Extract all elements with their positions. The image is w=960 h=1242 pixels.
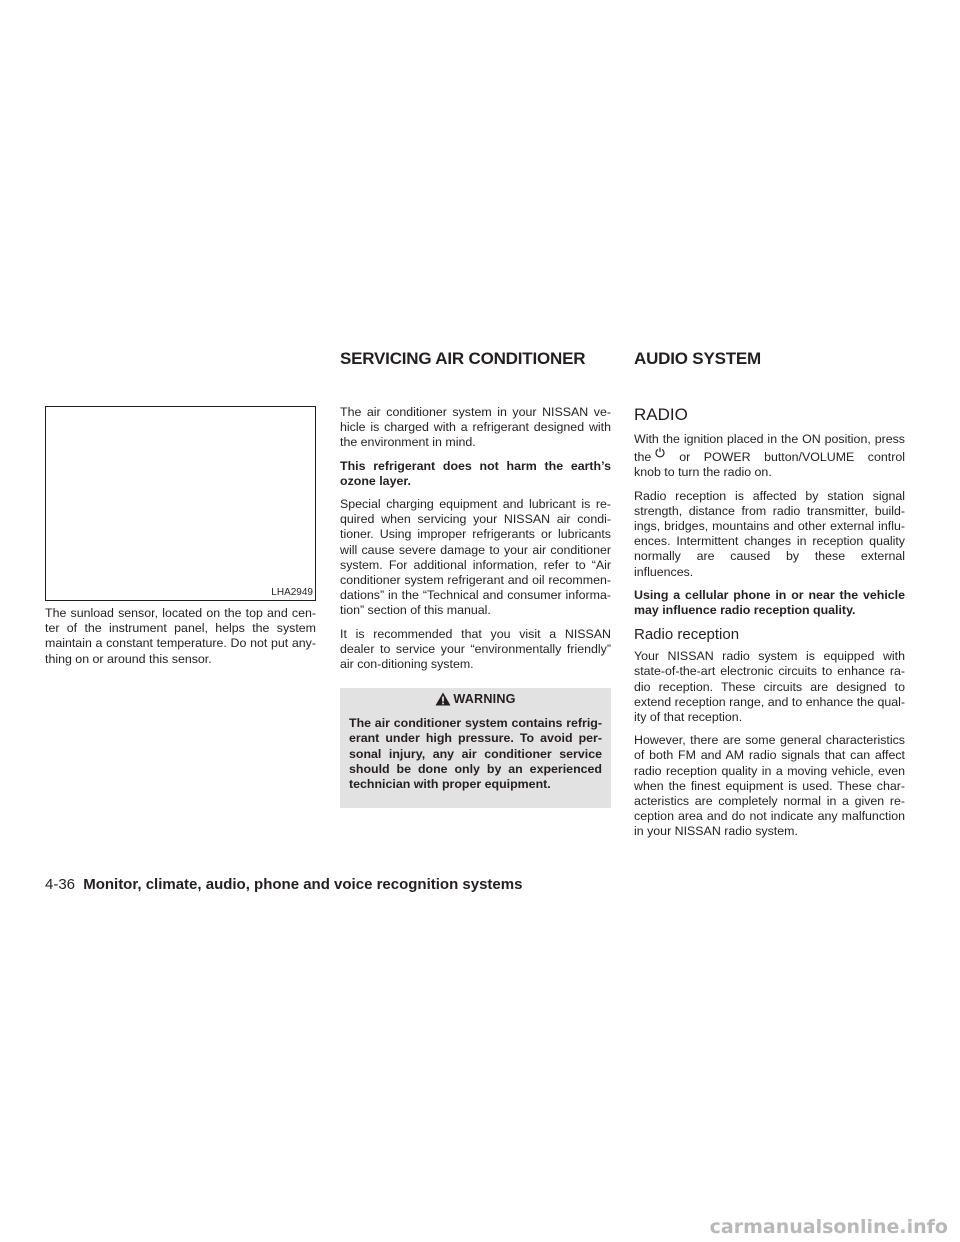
- radio-reception-title: Radio reception: [634, 626, 740, 644]
- characteristics-paragraph: However, there are some general characteristics of both FM and AM radio signals that can affect radio reception quality in a moving vehicle, even when the finest equipment is used. These char-acteristics are completely normal in a given re-ception area and do not indicate any malfunction in your NISSAN radio system.: [634, 733, 905, 839]
- warning-title: [349, 688, 602, 710]
- warning-box: [340, 688, 611, 808]
- left-column: [45, 606, 316, 675]
- radio-title: RADIO: [634, 405, 688, 424]
- right-column: [634, 405, 905, 848]
- ozone-note: This refrigerant does not harm the earth’s ozone layer.: [340, 458, 611, 488]
- warning-label: WARNING: [453, 692, 516, 707]
- watermark: carmanualsonline.info: [709, 1216, 948, 1238]
- page-footer: [45, 876, 522, 893]
- figure-label: LHA2949: [271, 587, 313, 598]
- dealer-paragraph: It is recommended that you visit a NISSAN dealer to service your “environmentally friendly” air con-ditioning system.: [340, 626, 611, 672]
- ac-intro-paragraph: The air conditioner system in your NISSAN ve-hicle is charged with a refrigerant designed with the environment in mind.: [340, 405, 611, 450]
- page-number: 4-36: [45, 876, 76, 893]
- power-icon: [655, 447, 665, 458]
- warning-icon: [435, 692, 451, 706]
- cellular-note: Using a cellular phone in or near the vehicle may influence radio reception quality.: [634, 587, 905, 618]
- section-header-servicing: SERVICING AIR CONDITIONER: [340, 349, 586, 368]
- chapter-title: Monitor, climate, audio, phone and voice recognition systems: [83, 876, 523, 893]
- sunload-sensor-paragraph: The sunload sensor, located on the top and cen-ter of the instrument panel, helps the system maintain a constant temperature. Do not put any-thing on or around this sensor.: [45, 606, 316, 666]
- middle-column: [340, 405, 611, 808]
- section-header-audio: AUDIO SYSTEM: [634, 349, 762, 368]
- radio-on-paragraph: [634, 432, 905, 481]
- reception-factors-paragraph: Radio reception is affected by station signal strength, distance from radio transmitter, build-ings, bridges, mountains and other external influ-ences. Intermittent changes in reception quality normally are caused by these external influences.: [634, 488, 905, 579]
- radio-on-text-end: or POWER button/VOLUME control knob to turn the radio on.: [634, 450, 905, 480]
- charging-paragraph: Special charging equipment and lubricant is re-quired when servicing your NISSAN air condi-tioner. Using improper refrigerants or lubricants will cause severe damage to your air conditioner system. For additional information, refer to “Air conditioner system refrigerant and oil recommen-dations” in the “Technical and consumer informa-tion” section of this manual.: [340, 497, 611, 618]
- figure-frame: [45, 406, 316, 601]
- warning-text: The air conditioner system contains refrig-erant under high pressure. To avoid per-sonal injury, any air conditioner service should be done only by an experienced technician with proper equipment.: [349, 716, 602, 792]
- radio-on-text-start: With the ignition placed in the ON position, press the: [634, 432, 905, 465]
- circuits-paragraph: Your NISSAN radio system is equipped with state-of-the-art electronic circuits to enhance ra-dio reception. These circuits are designed to extend reception range, and to enhance the qual-ity of that reception.: [634, 649, 905, 725]
